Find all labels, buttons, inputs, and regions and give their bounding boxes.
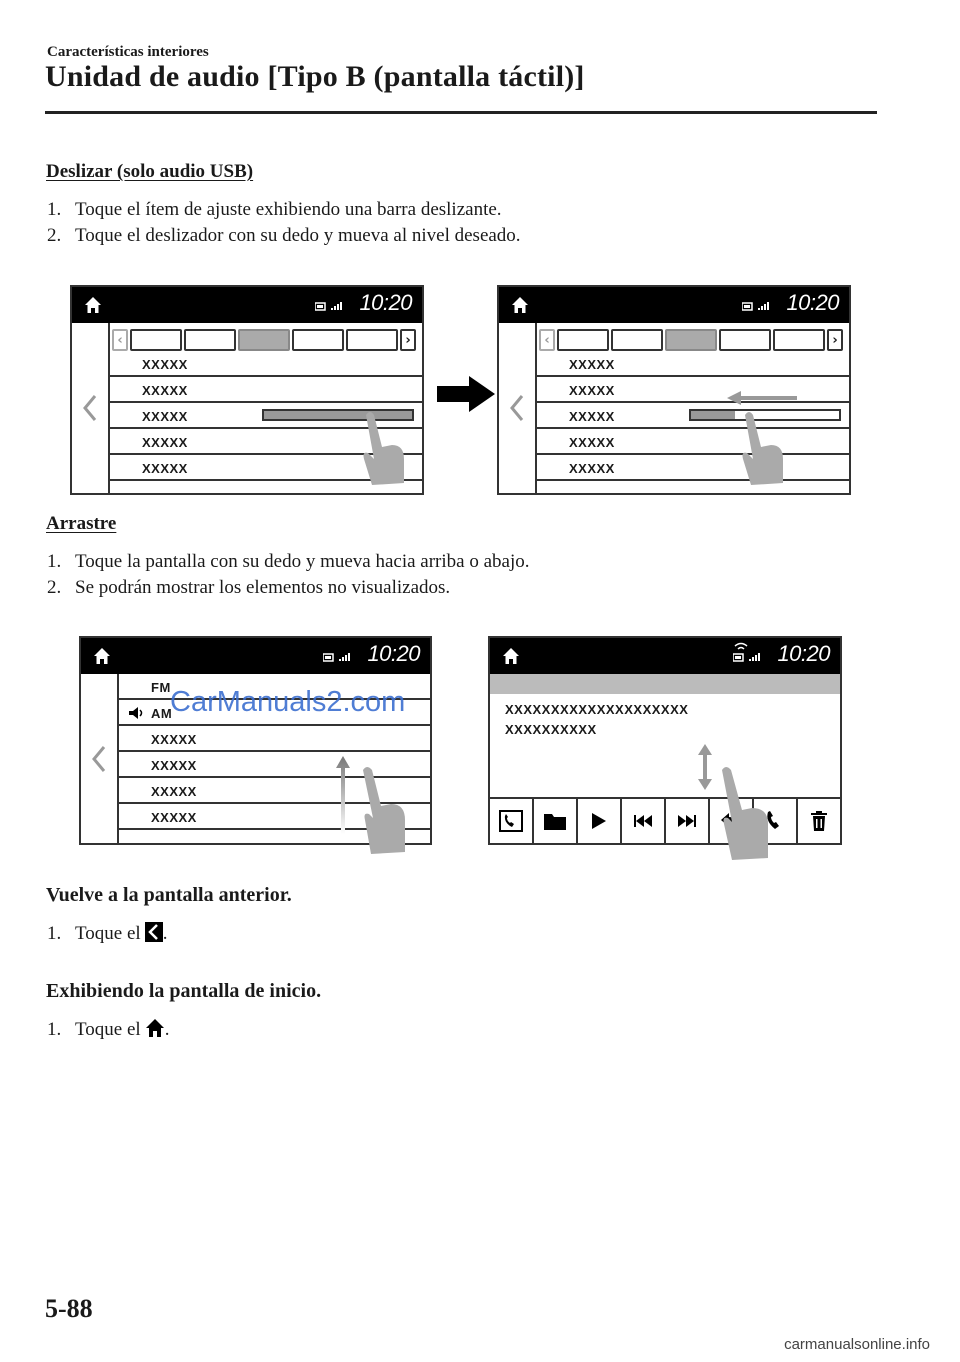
play-button[interactable] (578, 799, 622, 843)
tab[interactable] (773, 329, 825, 351)
call-list-button[interactable] (490, 799, 534, 843)
home-icon[interactable] (93, 647, 111, 665)
status-bar (72, 287, 422, 323)
screen-slider-before (70, 285, 424, 495)
clock: 10:20 (777, 641, 830, 666)
clock: 10:20 (786, 290, 839, 315)
message-toolbar (490, 797, 840, 843)
previous-icon (634, 815, 652, 827)
list-item-fm[interactable]: FM (119, 674, 430, 700)
home-heading: Exhibiendo la pantalla de inicio. (46, 980, 322, 1002)
back-chevron-icon (510, 394, 524, 422)
page-title: Unidad de audio [Tipo B (pantalla táctil)] (45, 60, 585, 93)
finger-icon (358, 409, 408, 489)
tab[interactable] (719, 329, 771, 351)
footer-site: carmanualsonline.info (784, 1336, 930, 1353)
clock: 10:20 (359, 290, 412, 315)
list-item[interactable]: XXXXX (110, 403, 422, 429)
delete-button[interactable] (798, 799, 840, 843)
folder-icon (544, 812, 566, 830)
message-line-1: XXXXXXXXXXXXXXXXXXXX (505, 702, 689, 717)
tab-selected[interactable] (238, 329, 290, 351)
screen-slider-after (497, 285, 851, 495)
signal-icon (323, 652, 357, 662)
slider-fill (691, 411, 735, 419)
status-bar (81, 638, 430, 674)
tab[interactable] (611, 329, 663, 351)
tab-bar (112, 329, 418, 351)
drag-step-1: 1. Toque la pantalla con su dedo y mueva hacia arriba o abajo. (47, 551, 530, 572)
signal-icon (733, 652, 767, 662)
drag-step-2: 2. Se podrán mostrar los elementos no visualizados. (47, 577, 451, 598)
status-bar (490, 638, 840, 674)
message-line-2: XXXXXXXXXX (505, 722, 597, 737)
tab-selected[interactable] (665, 329, 717, 351)
next-button[interactable] (666, 799, 710, 843)
tab[interactable] (184, 329, 236, 351)
swipe-step-2: 2. Toque el deslizador con su dedo y mueva al nivel deseado. (47, 225, 521, 246)
list-item[interactable]: XXXXX (537, 351, 849, 377)
clock: 10:20 (367, 641, 420, 666)
back-chevron-icon (92, 745, 106, 773)
move-left-arrow-icon (727, 391, 797, 405)
tab-prev[interactable]: ‹ (539, 329, 555, 351)
back-button[interactable] (72, 323, 110, 493)
tab-bar (539, 329, 845, 351)
swipe-step-1: 1. Toque el ítem de ajuste exhibiendo una barra deslizante. (47, 199, 502, 220)
back-chevron-icon (145, 922, 163, 942)
list-item[interactable]: XXXXX (537, 429, 849, 455)
finger-icon (737, 409, 787, 489)
phone-list-icon (499, 810, 523, 832)
list-item[interactable]: XXXXX (110, 351, 422, 377)
tab-prev[interactable]: ‹ (112, 329, 128, 351)
drag-up-arrow-icon (336, 756, 350, 834)
swipe-heading: Deslizar (solo audio USB) (46, 161, 254, 182)
list-item[interactable]: XXXXX (110, 377, 422, 403)
trash-icon (811, 811, 827, 831)
arrow-right-icon (437, 376, 495, 412)
tab[interactable] (292, 329, 344, 351)
drag-up-down-arrow-icon (698, 744, 712, 790)
tab[interactable] (130, 329, 182, 351)
tab[interactable] (557, 329, 609, 351)
list-item[interactable]: XXXXX (537, 455, 849, 481)
signal-icon (315, 301, 349, 311)
list-item[interactable]: XXXXX (119, 804, 430, 830)
tab[interactable] (346, 329, 398, 351)
screen-drag-message (488, 636, 842, 845)
screen-drag-list (79, 636, 432, 845)
speaker-icon (129, 707, 143, 719)
back-step-1: 1. Toque el . (47, 923, 168, 944)
folder-button[interactable] (534, 799, 578, 843)
home-icon (145, 1018, 165, 1038)
back-heading: Vuelve a la pantalla anterior. (46, 884, 292, 906)
back-chevron-icon (83, 394, 97, 422)
back-button[interactable] (81, 674, 119, 843)
tab-next[interactable]: › (400, 329, 416, 351)
list-item[interactable]: XXXXX (110, 455, 422, 481)
finger-icon (718, 766, 774, 862)
list-item[interactable]: XXXXX (110, 429, 422, 455)
drag-heading: Arrastre (46, 513, 117, 534)
list-item-am[interactable]: AM (119, 700, 430, 726)
status-bar (499, 287, 849, 323)
page-number: 5-88 (45, 1294, 93, 1323)
list-item[interactable]: XXXXX (537, 403, 849, 429)
tab-next[interactable]: › (827, 329, 843, 351)
back-button[interactable] (499, 323, 537, 493)
wifi-icon (734, 642, 748, 652)
home-step-1: 1. Toque el . (47, 1019, 170, 1040)
title-rule (45, 111, 877, 114)
home-icon[interactable] (511, 296, 529, 314)
list-item[interactable]: XXXXX (119, 726, 430, 752)
message-header-bar (490, 674, 840, 694)
list-item[interactable]: XXXXX (119, 778, 430, 804)
section-label: Características interiores (47, 44, 209, 60)
next-icon (678, 815, 696, 827)
play-icon (592, 813, 606, 829)
previous-button[interactable] (622, 799, 666, 843)
watermark: CarManuals2.com (170, 686, 406, 718)
finger-icon (359, 766, 409, 856)
signal-icon (742, 301, 776, 311)
home-icon[interactable] (84, 296, 102, 314)
home-icon[interactable] (502, 647, 520, 665)
list-item[interactable]: XXXXX (537, 377, 849, 403)
list-item[interactable]: XXXXX (119, 752, 430, 778)
